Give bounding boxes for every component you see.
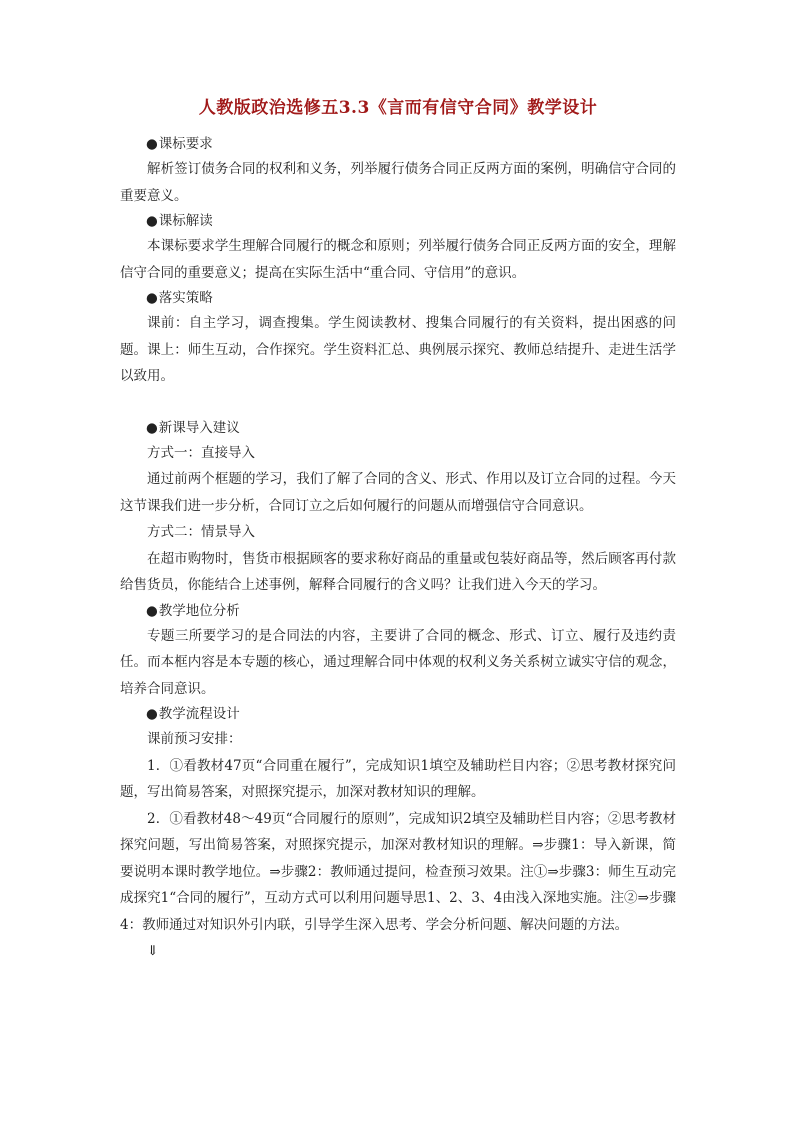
section-heading-interpretation: ●课标解读	[146, 213, 213, 229]
document-title: 人教版政治选修五3.3《言而有信守合同》教学设计	[198, 98, 598, 118]
bullet-icon: ●	[146, 136, 158, 152]
bullet-icon: ●	[146, 419, 158, 436]
intro-way1-text: 通过前两个框题的学习，我们了解了合同的含义、形式、作用以及订立合同的过程。今天这节课我们进一步分析，合同订立之后如何履行的问题从而增强信守合同意识。	[120, 471, 676, 514]
strategy-text: 课前：自主学习，调查搜集。学生阅读教材、搜集合同履行的有关资料，提出困惑的问题。课上：师生互动，合作探究。学生资料汇总、典例展示探究、教师总结提升、走进生活学以致用。	[120, 315, 676, 384]
section-heading-position: ●教学地位分析	[146, 602, 240, 619]
interpretation-text: 本课标要求学生理解合同履行的概念和原则；列举履行债务合同正反两方面的安全，理解信守合同的重要意义；提高在实际生活中“重合同、守信用”的意识。	[120, 238, 676, 281]
document-body	[120, 96, 676, 964]
section-heading-standard: ●课标要求	[146, 136, 213, 152]
flow-item-2: 2．①看教材48～49页“合同履行的原则”，完成知识2填空及辅助栏目内容；②思考教材探究问题，写出简易答案，对照探究提示，加深对教材知识的理解。⇒步骤1：导入新课，简要说明本课时教学地位。⇒步骤2：教师通过提问，检查预习效果。注①⇒步骤3：师生互动完成探究1“合同的履行”，互动方式可以利用问题导思1、2、3、4由浅入深地实施。注②⇒步骤4：教师通过对知识外引内联，引导学生深入思考、学会分析问题、解决问题的方法。	[120, 810, 676, 933]
section-heading-strategy: ●落实策略	[146, 290, 213, 306]
flow-item-1: 1．①看教材47页“合同重在履行”，完成知识1填空及辅助栏目内容；②思考教材探究问题，写出简易答案，对照探究提示，加深对教材知识的理解。	[120, 757, 676, 800]
bullet-icon: ●	[146, 602, 158, 619]
bullet-icon: ●	[146, 706, 158, 722]
section-heading-flow: ●教学流程设计	[146, 706, 240, 722]
section-heading-intro: ●新课导入建议	[146, 419, 240, 436]
intro-way2-text: 在超市购物时，售货市根据顾客的要求称好商品的重量或包装好商品等，然后顾客再付款给售货员，你能结合上述事例，解释合同履行的含义吗？让我们进入今天的学习。	[120, 550, 676, 593]
bullet-icon: ●	[146, 213, 158, 229]
spacer	[120, 390, 676, 416]
intro-way2-label: 方式二：情景导入	[147, 524, 255, 540]
flow-prep-label: 课前预习安排：	[147, 731, 242, 747]
down-arrow-icon: ⇓	[147, 943, 159, 959]
bullet-icon: ●	[146, 290, 158, 306]
intro-way1-label: 方式一：直接导入	[147, 444, 255, 461]
position-text: 专题三所要学习的是合同法的内容，主要讲了合同的概念、形式、订立、履行及违约责任。而本框内容是本专题的核心，通过理解合同中体观的权利义务关系树立诚实守信的观念，培养合同意识。	[120, 627, 676, 697]
standard-text: 解析签订债务合同的权利和义务，列举履行债务合同正反两方面的案例，明确信守合同的重要意义。	[120, 161, 676, 204]
